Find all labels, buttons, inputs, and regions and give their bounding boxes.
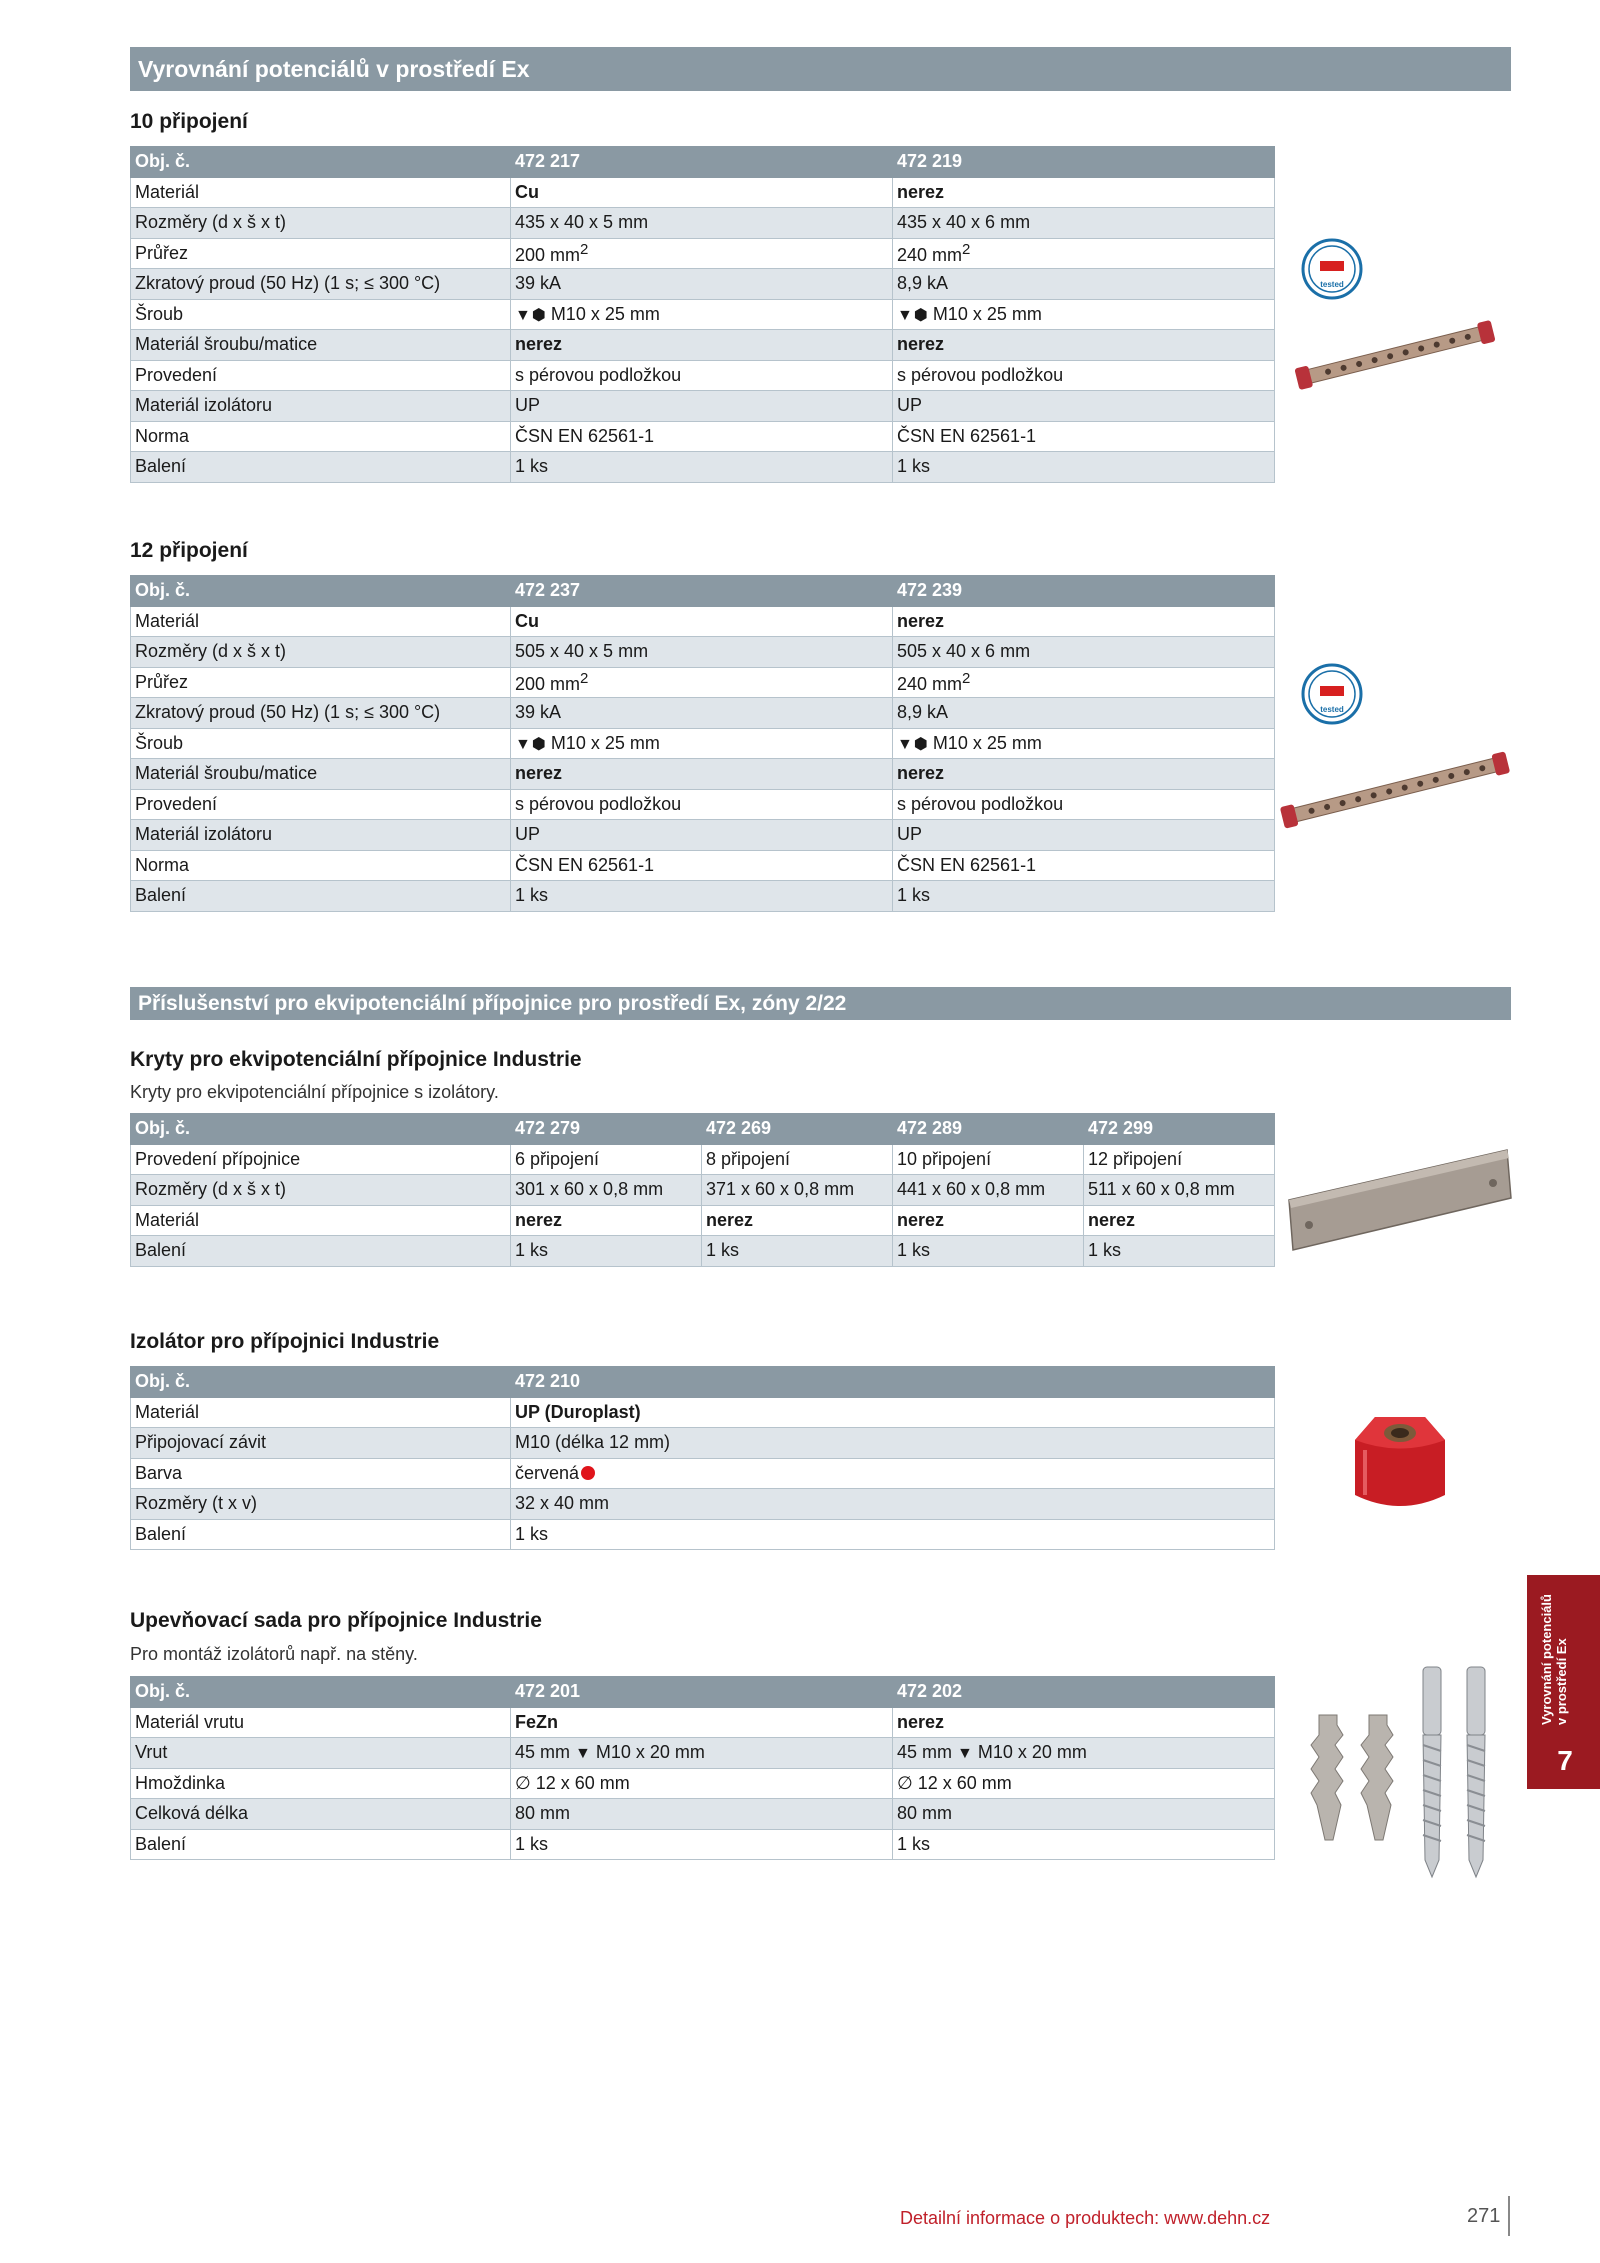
table-covers (130, 1113, 1275, 1267)
cell-value: s pérovou podložkou (893, 360, 1275, 391)
row-label: Průřez (131, 667, 511, 698)
cell-value: 1 ks (511, 452, 893, 483)
header-cell: 472 219 (893, 147, 1275, 178)
row-label: Průřez (131, 238, 511, 269)
row-label: Balení (131, 1236, 511, 1267)
cell-value: nerez (1084, 1205, 1275, 1236)
cell-value: UP (511, 391, 893, 422)
table-row (131, 452, 1275, 483)
section-title-bar (130, 47, 1511, 91)
cell-value: 1 ks (1084, 1236, 1275, 1267)
chapter-number: 7 (1557, 1745, 1573, 1776)
row-label: Balení (131, 881, 511, 912)
cell-value: 32 x 40 mm (511, 1489, 1275, 1520)
tested-badge-icon (1300, 662, 1364, 726)
busbar-image (1290, 310, 1500, 400)
row-label: Materiál izolátoru (131, 820, 511, 851)
table-row (131, 1175, 1275, 1206)
cell-value: ∅ 12 x 60 mm (511, 1768, 893, 1799)
header-cell: 472 210 (511, 1367, 1275, 1398)
table-row (131, 850, 1275, 881)
cell-value: 505 x 40 x 6 mm (893, 637, 1275, 668)
row-label: Připojovací závit (131, 1428, 511, 1459)
table-row (131, 728, 1275, 759)
cell-value: 1 ks (893, 881, 1275, 912)
cell-value: 1 ks (893, 1236, 1084, 1267)
insulator-image (1345, 1405, 1455, 1520)
table-row (131, 1799, 1275, 1830)
row-label: Materiál (131, 606, 511, 637)
table-10-connections (130, 146, 1275, 483)
cell-value: 12 připojení (1084, 1144, 1275, 1175)
header-cell: Obj. č. (131, 576, 511, 607)
cell-value: FeZn (511, 1707, 893, 1738)
cell-value: nerez (511, 1205, 702, 1236)
cell-value: 10 připojení (893, 1144, 1084, 1175)
page-number: 271 (1467, 2205, 1501, 2227)
header-cell: 472 201 (511, 1677, 893, 1708)
row-label: Materiál (131, 177, 511, 208)
table-row (131, 667, 1275, 698)
header-cell: 472 239 (893, 576, 1275, 607)
insulator-title: Izolátor pro přípojnici Industrie (130, 1330, 440, 1353)
table-row (131, 1519, 1275, 1550)
table-row (131, 1144, 1275, 1175)
row-label: Balení (131, 1519, 511, 1550)
row-label: Norma (131, 850, 511, 881)
table-row (131, 299, 1275, 330)
cell-value: 80 mm (893, 1799, 1275, 1830)
table-row (131, 1738, 1275, 1769)
cell-value: UP (893, 820, 1275, 851)
cell-value: 240 $mm^2$ (893, 238, 1275, 269)
table-row (131, 360, 1275, 391)
cell-value: 441 x 60 x 0,8 mm (893, 1175, 1084, 1206)
row-label: Materiál (131, 1205, 511, 1236)
table-row (131, 820, 1275, 851)
row-label: Materiál izolátoru (131, 391, 511, 422)
cell-value: nerez (893, 759, 1275, 790)
cell-value: 1 ks (893, 452, 1275, 483)
table-header-row (131, 147, 1275, 178)
cell-value: nerez (893, 177, 1275, 208)
header-cell: 472 217 (511, 147, 893, 178)
table-row (131, 1236, 1275, 1267)
cell-value: 435 x 40 x 5 mm (511, 208, 893, 239)
row-label: Vrut (131, 1738, 511, 1769)
cell-value: ▼⬢ M10 x 25 mm (511, 728, 893, 759)
cell-value: 1 ks (511, 1519, 1275, 1550)
table-header-row (131, 1367, 1275, 1398)
cell-value: 240 $mm^2$ (893, 667, 1275, 698)
mounting-description: Pro montáž izolátorů např. na stěny. (130, 1644, 418, 1664)
cell-value: nerez (893, 606, 1275, 637)
footer-link[interactable]: Detailní informace o produktech: www.dehn.cz (900, 2208, 1271, 2228)
cover-plate-image (1285, 1140, 1515, 1260)
table-row (131, 177, 1275, 208)
row-label: Provedení (131, 360, 511, 391)
section-title: Vyrovnání potenciálů v prostředí Ex (138, 56, 530, 82)
tested-badge-icon (1300, 237, 1364, 301)
cell-value: nerez (511, 759, 893, 790)
header-cell: 472 237 (511, 576, 893, 607)
cell-value: 80 mm (511, 1799, 893, 1830)
screw-nut-icon: ▼⬢ (897, 306, 929, 324)
mounting-set-image (1305, 1665, 1515, 1880)
screw-nut-icon: ▼⬢ (515, 735, 547, 753)
cell-value: 6 připojení (511, 1144, 702, 1175)
table-header-row (131, 576, 1275, 607)
table-row (131, 1397, 1275, 1428)
table-row (131, 789, 1275, 820)
table-header-row (131, 1677, 1275, 1708)
cell-value: 371 x 60 x 0,8 mm (702, 1175, 893, 1206)
header-cell: Obj. č. (131, 1677, 511, 1708)
table-12-connections (130, 575, 1275, 912)
table-row (131, 1489, 1275, 1520)
table-row (131, 637, 1275, 668)
cell-value: nerez (511, 330, 893, 361)
page-number-divider (1508, 2196, 1510, 2236)
section-title: Příslušenství pro ekvipotenciální přípojnice pro prostředí Ex, zóny 2/22 (138, 992, 847, 1015)
header-cell: Obj. č. (131, 1114, 511, 1145)
cell-value: červená (511, 1458, 1275, 1489)
cell-value: ČSN EN 62561-1 (893, 850, 1275, 881)
header-cell: 472 279 (511, 1114, 702, 1145)
cell-value: M10 (délka 12 mm) (511, 1428, 1275, 1459)
table-row (131, 238, 1275, 269)
cell-value: 8,9 kA (893, 269, 1275, 300)
table-row (131, 759, 1275, 790)
row-label: Hmoždinka (131, 1768, 511, 1799)
table-header-row (131, 1114, 1275, 1145)
cell-value: nerez (702, 1205, 893, 1236)
cell-value: nerez (893, 1707, 1275, 1738)
cell-value: 1 ks (893, 1829, 1275, 1860)
cell-value: ▼⬢ M10 x 25 mm (893, 299, 1275, 330)
row-label: Provedení (131, 789, 511, 820)
table-row (131, 421, 1275, 452)
diameter-icon: ∅ (897, 1772, 913, 1793)
row-label: Zkratový proud (50 Hz) (1 s; ≤ 300 °C) (131, 269, 511, 300)
cell-value: Cu (511, 177, 893, 208)
table-row (131, 208, 1275, 239)
table-row (131, 698, 1275, 729)
screw-icon: ▼ (575, 1745, 592, 1763)
busbar-image (1275, 740, 1515, 840)
cell-value: 1 ks (511, 881, 893, 912)
table-row (131, 1205, 1275, 1236)
header-cell: 472 289 (893, 1114, 1084, 1145)
cell-value: ▼⬢ M10 x 25 mm (893, 728, 1275, 759)
cell-value: 1 ks (511, 1236, 702, 1267)
cell-value: ČSN EN 62561-1 (893, 421, 1275, 452)
cell-value: 1 ks (511, 1829, 893, 1860)
cell-value: Cu (511, 606, 893, 637)
cell-value: s pérovou podložkou (511, 360, 893, 391)
header-cell: 472 202 (893, 1677, 1275, 1708)
row-label: Rozměry (d x š x t) (131, 1175, 511, 1206)
cell-value: 45 mm ▼ M10 x 20 mm (511, 1738, 893, 1769)
cell-value: nerez (893, 330, 1275, 361)
table-row (131, 1707, 1275, 1738)
table-12-title: 12 připojení (130, 539, 248, 562)
cell-value: 511 x 60 x 0,8 mm (1084, 1175, 1275, 1206)
table-row (131, 606, 1275, 637)
red-color-dot-icon (581, 1466, 595, 1480)
screw-icon: ▼ (957, 1745, 974, 1763)
cell-value: 301 x 60 x 0,8 mm (511, 1175, 702, 1206)
table-row (131, 881, 1275, 912)
svg-text:tested: tested (1320, 705, 1344, 714)
cell-value: s pérovou podložkou (511, 789, 893, 820)
row-label: Zkratový proud (50 Hz) (1 s; ≤ 300 °C) (131, 698, 511, 729)
cell-value: UP (511, 820, 893, 851)
cell-value: 200 $mm^2$ (511, 238, 893, 269)
cell-value: 8,9 kA (893, 698, 1275, 729)
chapter-tab-label: Vyrovnání potenciálů v prostředí Ex (1539, 1594, 1569, 1725)
row-label: Norma (131, 421, 511, 452)
cell-value: 505 x 40 x 5 mm (511, 637, 893, 668)
screw-nut-icon: ▼⬢ (515, 306, 547, 324)
table-row (131, 1829, 1275, 1860)
screw-nut-icon: ▼⬢ (897, 735, 929, 753)
table-insulator (130, 1366, 1275, 1550)
chapter-side-tab[interactable] (1527, 1575, 1600, 1789)
row-label: Balení (131, 452, 511, 483)
row-label: Materiál šroubu/matice (131, 759, 511, 790)
row-label: Materiál šroubu/matice (131, 330, 511, 361)
diameter-icon: ∅ (515, 1772, 531, 1793)
row-label: Rozměry (d x š x t) (131, 637, 511, 668)
row-label: Materiál vrutu (131, 1707, 511, 1738)
table-row (131, 330, 1275, 361)
table-row (131, 269, 1275, 300)
table-row (131, 1428, 1275, 1459)
svg-text:tested: tested (1320, 280, 1344, 289)
cell-value: 39 kA (511, 698, 893, 729)
cell-value: ▼⬢ M10 x 25 mm (511, 299, 893, 330)
row-label: Šroub (131, 728, 511, 759)
row-label: Provedení přípojnice (131, 1144, 511, 1175)
row-label: Celková délka (131, 1799, 511, 1830)
row-label: Rozměry (d x š x t) (131, 208, 511, 239)
cell-value: ∅ 12 x 60 mm (893, 1768, 1275, 1799)
row-label: Rozměry (t x v) (131, 1489, 511, 1520)
cell-value: s pérovou podložkou (893, 789, 1275, 820)
table-row (131, 391, 1275, 422)
cell-value: UP (893, 391, 1275, 422)
covers-description: Kryty pro ekvipotenciální přípojnice s izolátory. (130, 1082, 499, 1102)
header-cell: 472 299 (1084, 1114, 1275, 1145)
cell-value: nerez (893, 1205, 1084, 1236)
table-10-title: 10 připojení (130, 110, 248, 133)
cell-value: 1 ks (702, 1236, 893, 1267)
row-label: Šroub (131, 299, 511, 330)
row-label: Barva (131, 1458, 511, 1489)
header-cell: 472 269 (702, 1114, 893, 1145)
table-row (131, 1458, 1275, 1489)
table-mounting-set (130, 1676, 1275, 1860)
cell-value: UP (Duroplast) (511, 1397, 1275, 1428)
cell-value: 435 x 40 x 6 mm (893, 208, 1275, 239)
cell-value: ČSN EN 62561-1 (511, 421, 893, 452)
cell-value: 200 $mm^2$ (511, 667, 893, 698)
row-label: Balení (131, 1829, 511, 1860)
cell-value: 45 mm ▼ M10 x 20 mm (893, 1738, 1275, 1769)
header-cell: Obj. č. (131, 147, 511, 178)
header-cell: Obj. č. (131, 1367, 511, 1398)
section-title-bar (130, 987, 1511, 1020)
cell-value: 8 připojení (702, 1144, 893, 1175)
cell-value: ČSN EN 62561-1 (511, 850, 893, 881)
mounting-title: Upevňovací sada pro přípojnice Industrie (130, 1609, 542, 1632)
table-row (131, 1768, 1275, 1799)
cell-value: 39 kA (511, 269, 893, 300)
row-label: Materiál (131, 1397, 511, 1428)
covers-title: Kryty pro ekvipotenciální přípojnice Industrie (130, 1048, 582, 1071)
